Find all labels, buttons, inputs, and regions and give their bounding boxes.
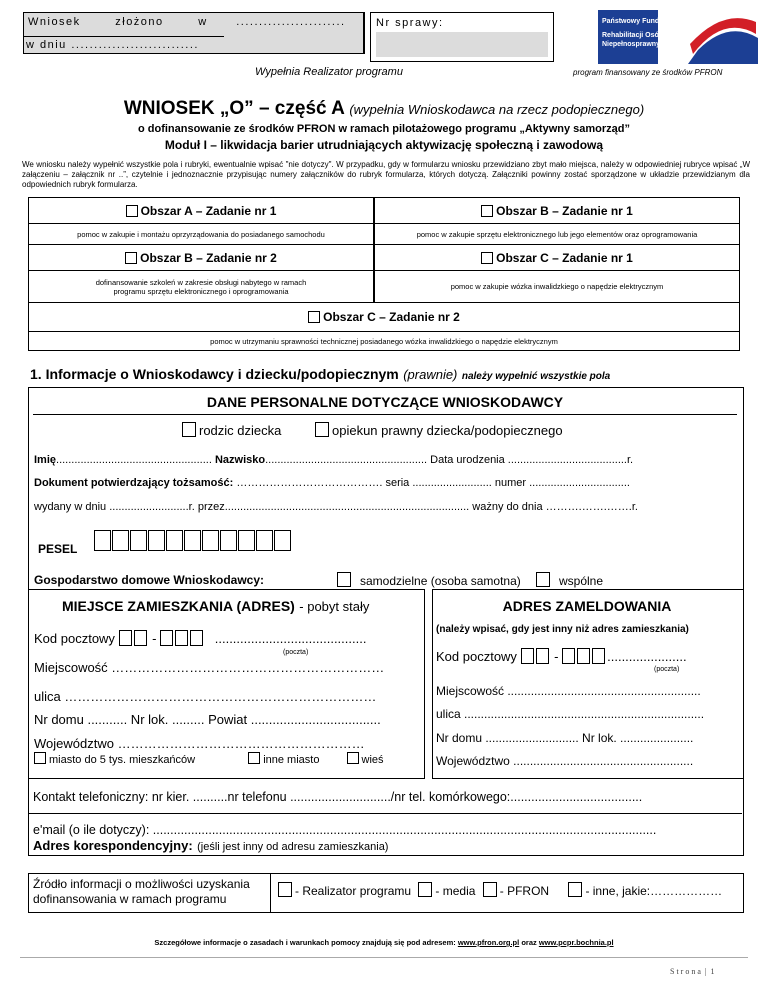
- household-shared[interactable]: wspólne: [536, 572, 603, 588]
- checkbox-icon[interactable]: [315, 422, 329, 437]
- issued-row[interactable]: wydany w dniu ..........................r. przez................................................................................ ważny do dnia ……….…….…….r.: [34, 501, 638, 513]
- registration-voivodeship[interactable]: Województwo ......................................................: [436, 754, 694, 768]
- residence-city[interactable]: Miejscowość ………………………………………………………: [34, 660, 385, 675]
- area-c2-desc: pomoc w utrzymaniu sprawności technicznej posiadanego wózka inwalidzkiego o napędzie elektrycznym: [28, 331, 740, 351]
- personal-header-rule: [33, 414, 737, 415]
- pesel-digit-box[interactable]: [94, 530, 111, 551]
- id-document-row[interactable]: Dokument potwierdzający tożsamość: …………………………………. seria .......................... numer .................................: [34, 477, 630, 489]
- pesel-digit-box[interactable]: [148, 530, 165, 551]
- residence-locality-type[interactable]: miasto do 5 tys. mieszkańców inne miasto wieś: [34, 752, 384, 766]
- filled-by-realizator: Wypełnia Realizator programu: [255, 66, 403, 78]
- area-b2-title[interactable]: Obszar B – Zadanie nr 2: [28, 244, 374, 271]
- personal-data-header: DANE PERSONALNE DOTYCZĄCE WNIOSKODAWCY: [206, 394, 564, 410]
- logo-line-2: Rehabilitacji Osób: [602, 32, 664, 39]
- email-row[interactable]: e'mail (o ile dotyczy): .................................................................................................................................................: [33, 823, 657, 837]
- pesel-digit-box[interactable]: [130, 530, 147, 551]
- checkbox-icon[interactable]: [125, 252, 137, 264]
- postal-digit-box[interactable]: [562, 648, 575, 664]
- footer-info: Szczegółowe informacje o zasadach i warunkach pomocy znajdują się pod adresem: www.pfron.org.pl oraz www.pcpr.bochnia.pl: [154, 938, 614, 947]
- title-line-2: o dofinansowanie ze środków PFRON w ramach pilotażowego programu „Aktywny samorząd”: [137, 123, 631, 135]
- submission-date: w dniu ............................: [26, 39, 199, 51]
- registration-note: (należy wpisać, gdy jest inny niż adres zamieszkania): [436, 624, 689, 635]
- pfron-logo: [598, 10, 758, 64]
- pfron-link[interactable]: www.pfron.org.pl: [457, 938, 520, 947]
- section-1-heading: 1. Informacje o Wnioskodawcy i dziecku/podopiecznym (prawnie) należy wypełnić wszystkie pola: [30, 366, 611, 382]
- registration-house-number[interactable]: Nr domu ............................ Nr lok. ......................: [436, 731, 694, 745]
- correspondence-row[interactable]: Adres korespondencyjny: (jeśli jest inny od adresu zamieszkania): [33, 838, 389, 853]
- checkbox-icon[interactable]: [308, 311, 320, 323]
- postal-digit-box[interactable]: [175, 630, 188, 646]
- phone-row[interactable]: Kontakt telefoniczny: nr kier. ..........nr telefonu ............................./nr tel. komórkowego:......................................: [33, 790, 643, 804]
- pesel-field[interactable]: [94, 530, 292, 556]
- area-c1-desc: pomoc w zakupie wózka inwalidzkiego o napędzie elektrycznym: [374, 270, 740, 303]
- intro-text: We wniosku należy wypełnić wszystkie pola i rubryki, ewentualnie wpisać "nie dotyczy". W przypadku, gdy w formularzu wniosku przewidziano zbyt mało miejsca, należy w odpowiedniej rubryce wpisać „W załączeniu – załącznik nr ..”, czytelnie i jednoznacznie przypisując numery załączników do rubryk formularza, których dotyczą. Załączniki powinny zostać sporządzone w układzie przewidzianym dla odpowiednich rubryk formularza.: [22, 160, 750, 189]
- submission-vline: [363, 12, 364, 53]
- checkbox-icon[interactable]: [483, 882, 497, 897]
- checkbox-icon[interactable]: [126, 205, 138, 217]
- area-a1-desc: pomoc w zakupie i montażu oprzyrządowania do posiadanego samochodu: [28, 223, 374, 245]
- program-financing-note: program finansowany ze środków PFRON: [573, 68, 723, 77]
- postal-digit-box[interactable]: [119, 630, 132, 646]
- footer-rule: [20, 957, 748, 958]
- registration-poczta-label: (poczta): [654, 666, 680, 673]
- pesel-digit-box[interactable]: [238, 530, 255, 551]
- option-parent[interactable]: rodzic dziecka: [182, 422, 281, 438]
- postal-digit-box[interactable]: [134, 630, 147, 646]
- area-c1-title[interactable]: Obszar C – Zadanie nr 1: [374, 244, 740, 271]
- pesel-digit-box[interactable]: [220, 530, 237, 551]
- page-number: S t r o n a | 1: [670, 967, 715, 976]
- case-number-field[interactable]: [376, 32, 548, 57]
- page-title: WNIOSEK „O” – część A (wypełnia Wnioskodawca na rzecz podopiecznego): [123, 98, 645, 119]
- case-number-box: [370, 12, 554, 62]
- registration-postal-code[interactable]: Kod pocztowy - ......................: [436, 649, 687, 664]
- residence-street[interactable]: ulica ………………………………………………………………: [34, 689, 377, 704]
- logo-line-1: Państwowy Fundusz: [602, 18, 671, 25]
- registration-street[interactable]: ulica ........................................................................: [436, 707, 705, 721]
- postal-digit-box[interactable]: [577, 648, 590, 664]
- case-number-label: Nr sprawy:: [376, 17, 444, 29]
- pesel-digit-box[interactable]: [202, 530, 219, 551]
- residence-postal-code[interactable]: Kod pocztowy - ..........................................: [34, 631, 367, 646]
- checkbox-icon[interactable]: [182, 422, 196, 437]
- residence-house-number[interactable]: Nr domu ........... Nr lok. ......... Powiat ....................................: [34, 712, 381, 727]
- name-row[interactable]: Imię................................................... Nazwisko..................................................... Data urodzenia .......................................r.: [34, 454, 634, 466]
- pesel-digit-box[interactable]: [274, 530, 291, 551]
- logo-line-3: Niepełnosprawnych: [602, 41, 669, 48]
- registration-city[interactable]: Miejscowość ..........................................................: [436, 684, 701, 698]
- checkbox-icon[interactable]: [536, 572, 550, 587]
- pesel-digit-box[interactable]: [166, 530, 183, 551]
- residence-header: MIEJSCE ZAMIESZKANIA (ADRES) - pobyt stały: [62, 598, 370, 614]
- postal-digit-box[interactable]: [521, 648, 534, 664]
- title-line-3: Moduł I – likwidacja barier utrudniających aktywizację społeczną i zawodową: [164, 138, 604, 152]
- postal-digit-box[interactable]: [190, 630, 203, 646]
- info-source-label: Źródło informacji o możliwości uzyskania dofinansowania w ramach programu: [33, 877, 250, 906]
- submission-line: Wniosek złożono w ........................: [28, 16, 346, 28]
- area-b2-desc: dofinansowanie szkoleń w zakresie obsługi nabytego w ramach programu sprzętu elektronicznego i oprogramowania: [28, 270, 374, 303]
- residence-voivodeship[interactable]: Województwo …………………………………………………: [34, 736, 365, 751]
- pesel-digit-box[interactable]: [112, 530, 129, 551]
- checkbox-icon[interactable]: [278, 882, 292, 897]
- checkbox-icon[interactable]: [248, 752, 260, 764]
- checkbox-icon[interactable]: [481, 252, 493, 264]
- postal-digit-box[interactable]: [160, 630, 173, 646]
- household-single[interactable]: samodzielne (osoba samotna): [337, 572, 521, 588]
- area-b1-desc: pomoc w zakupie sprzętu elektronicznego lub jego elementów oraz oprogramowania: [374, 223, 740, 245]
- checkbox-icon[interactable]: [347, 752, 359, 764]
- info-source-options[interactable]: - Realizator programu - media - PFRON - inne, jakie:………………: [278, 882, 722, 898]
- pesel-digit-box[interactable]: [184, 530, 201, 551]
- household-label: Gospodarstwo domowe Wnioskodawcy:: [34, 573, 265, 587]
- area-a1-title[interactable]: Obszar A – Zadanie nr 1: [28, 197, 374, 224]
- registration-header: ADRES ZAMELDOWANIA: [502, 598, 672, 614]
- residence-poczta-label: (poczta): [283, 649, 309, 656]
- option-guardian[interactable]: opiekun prawny dziecka/podopiecznego: [315, 422, 563, 438]
- contact-rule: [29, 813, 742, 814]
- checkbox-icon[interactable]: [34, 752, 46, 764]
- checkbox-icon[interactable]: [568, 882, 582, 897]
- area-c2-title[interactable]: Obszar C – Zadanie nr 2: [28, 302, 740, 332]
- area-b1-title[interactable]: Obszar B – Zadanie nr 1: [374, 197, 740, 224]
- postal-digit-box[interactable]: [592, 648, 605, 664]
- pesel-digit-box[interactable]: [256, 530, 273, 551]
- checkbox-icon[interactable]: [418, 882, 432, 897]
- checkbox-icon[interactable]: [337, 572, 351, 587]
- postal-digit-box[interactable]: [536, 648, 549, 664]
- pcpr-link[interactable]: www.pcpr.bochnia.pl: [538, 938, 614, 947]
- pesel-label: PESEL: [38, 542, 78, 556]
- checkbox-icon[interactable]: [481, 205, 493, 217]
